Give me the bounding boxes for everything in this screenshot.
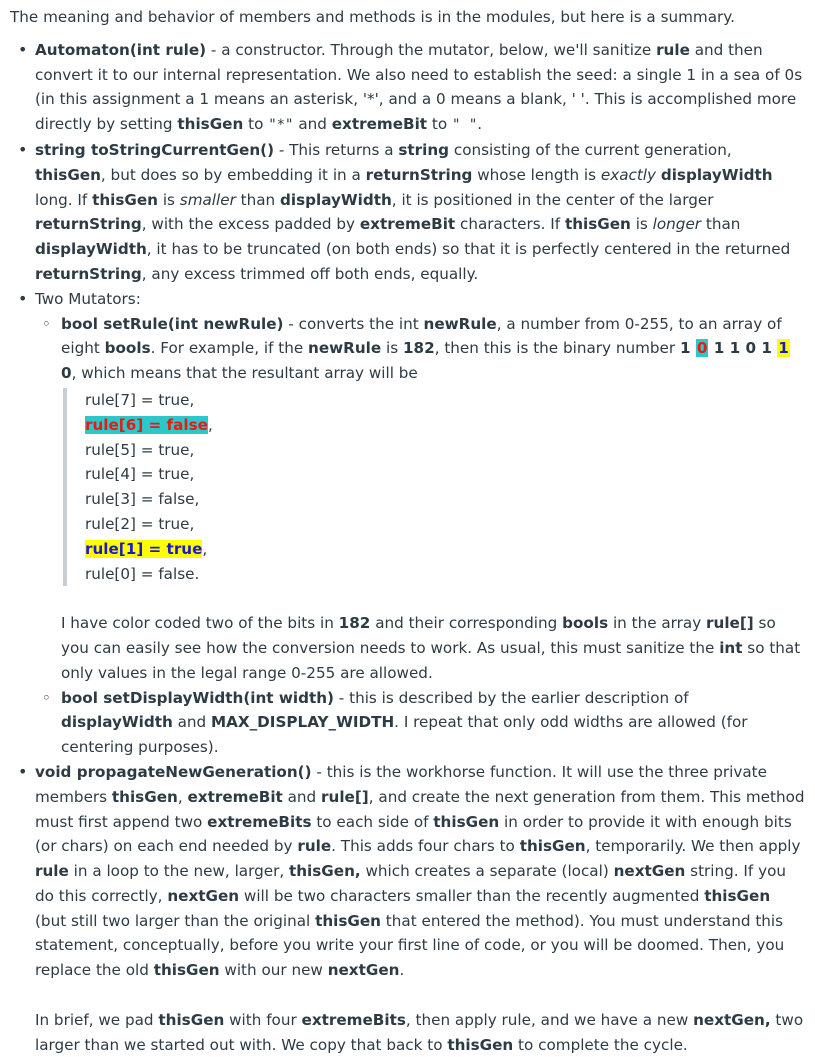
- method-signature: void propagateNewGeneration(): [35, 762, 312, 781]
- text: , which means that the resultant array will be: [71, 364, 418, 383]
- text: and: [282, 787, 322, 806]
- text: , with the excess padded by: [141, 215, 360, 234]
- text: , it has to be truncated (on both ends) so that it is perfectly centered in the returned: [146, 240, 791, 259]
- keyword: extremeBit: [359, 215, 456, 234]
- text: - this is the workhorse function. It will use the three private members: [35, 762, 767, 806]
- text: , temporarily. We then apply: [585, 837, 801, 856]
- text: I have color coded two of the bits in: [61, 614, 339, 633]
- text: with four: [224, 1010, 302, 1029]
- rule-line: rule[5] = true,: [85, 440, 195, 459]
- keyword: displayWidth: [35, 240, 147, 259]
- code-literal: "*": [268, 117, 294, 134]
- text: . This adds four chars to: [331, 837, 520, 856]
- rule-line-highlighted: [85, 413, 805, 438]
- keyword: MAX_DISPLAY_WIDTH: [211, 713, 395, 732]
- text: which creates a separate (local): [360, 862, 614, 881]
- keyword: thisGen: [704, 886, 771, 905]
- keyword: int: [719, 638, 743, 657]
- list-item-mutators: [35, 287, 805, 760]
- text: string. If you do this correctly,: [35, 862, 786, 905]
- text: In brief, we pad: [35, 1010, 159, 1029]
- list-item-tostring: [35, 138, 805, 287]
- sub-item-setrule: [61, 312, 805, 686]
- text: - a constructor. Through the mutator, below, we'll sanitize: [206, 40, 657, 59]
- intro-paragraph: The meaning and behavior of members and methods is in the modules, but here is a summary.: [10, 8, 735, 26]
- method-signature: bool setRule(int newRule): [61, 314, 284, 333]
- keyword: thisGen: [111, 787, 178, 806]
- text: is: [630, 215, 653, 234]
- text: and then convert it to our internal representation. We also need to establish the seed: a single 1 in a sea of 0s (in this assignment a 1 means an asterisk, '*', and a 0 means a blank, ' '. This is accomplished more directly by setting: [35, 40, 803, 134]
- keyword: rule: [656, 40, 690, 59]
- text: ,: [177, 787, 188, 806]
- comma: ,: [207, 415, 213, 434]
- rule-line: rule[2] = true,: [85, 514, 195, 533]
- bit: 1: [713, 339, 725, 358]
- text: and: [172, 713, 212, 732]
- keyword: displayWidth: [61, 713, 173, 732]
- text: will be two characters smaller than the recently augmented: [239, 886, 705, 905]
- spacer: [35, 983, 805, 1008]
- text: . I repeat that only odd widths are allowed (for centering purposes).: [61, 713, 748, 757]
- keyword: thisGen: [35, 165, 101, 184]
- comma: ,: [202, 539, 208, 558]
- text: .: [399, 961, 405, 980]
- emphasis: smaller: [179, 190, 236, 209]
- text: consisting of the current generation,: [449, 140, 732, 159]
- keyword: displayWidth: [660, 165, 773, 184]
- text: with our new: [219, 961, 328, 980]
- text: to: [427, 115, 452, 134]
- text: , a number from 0-255, to an array of eight: [61, 314, 782, 358]
- keyword: nextGen,: [693, 1010, 771, 1029]
- mutators-label: Two Mutators:: [35, 289, 141, 308]
- bit: 1: [729, 339, 741, 358]
- keyword: extremeBits: [207, 812, 312, 831]
- keyword: nextGen: [167, 886, 240, 905]
- bit-highlighted-yellow: 1: [778, 339, 789, 358]
- emphasis: longer: [652, 215, 702, 234]
- text: , and create the next generation from them. This method must first append two: [35, 787, 805, 831]
- text: , then this is the binary number: [434, 339, 680, 358]
- text: so that only values in the legal range 0-255 are allowed.: [61, 638, 801, 682]
- keyword: newRule: [308, 339, 382, 358]
- code-literal: " ": [451, 117, 478, 134]
- keyword: thisGen: [519, 837, 586, 856]
- rule-6-highlight: rule[6] = false: [85, 415, 208, 434]
- keyword: 182: [402, 339, 435, 358]
- keyword: rule: [35, 862, 69, 881]
- text: long. If: [35, 190, 93, 209]
- sub-item-setdisplaywidth: [61, 686, 805, 760]
- method-list: [10, 38, 805, 1057]
- keyword: returnString: [365, 165, 473, 184]
- keyword: 182: [338, 614, 371, 633]
- text: two larger than we started out with. We copy that back to: [35, 1010, 804, 1054]
- keyword: newRule: [423, 314, 497, 333]
- rule-line: rule[7] = true,: [85, 390, 195, 409]
- text: - converts the int: [283, 314, 424, 333]
- keyword: thisGen: [153, 961, 220, 980]
- keyword: extremeBit: [187, 787, 283, 806]
- keyword: nextGen: [327, 961, 400, 980]
- rule-line: rule[0] = false.: [85, 564, 200, 583]
- rule-1-highlight: rule[1] = true: [85, 539, 203, 558]
- keyword: returnString: [35, 264, 142, 283]
- text: , then apply rule, and we have a new: [405, 1010, 694, 1029]
- keyword: nextGen: [613, 862, 686, 881]
- color-code-paragraph: [61, 611, 805, 685]
- text: - this is described by the earlier description of: [333, 688, 689, 707]
- list-item-propagate: [35, 760, 805, 1057]
- keyword: thisGen: [433, 812, 500, 831]
- bit: 1: [679, 339, 691, 358]
- text: that entered the method). You must understand this statement, conceptually, before you write your first line of code, or you will be doomed. Then, you replace the old: [35, 911, 785, 980]
- text: , it is positioned in the center of the larger: [391, 190, 714, 209]
- text: to: [243, 115, 269, 134]
- keyword: displayWidth: [280, 190, 392, 209]
- keyword: bools: [104, 339, 151, 358]
- text: than: [701, 215, 741, 234]
- rule-line: rule[3] = false,: [85, 490, 200, 509]
- text: in a loop to the new, larger,: [68, 862, 289, 881]
- keyword: extremeBit: [331, 115, 428, 134]
- text: (but still two larger than the original: [35, 911, 316, 930]
- keyword: rule: [297, 837, 332, 856]
- text: and: [293, 115, 332, 134]
- keyword: thisGen: [564, 215, 631, 234]
- keyword: rule[]: [321, 787, 369, 806]
- keyword: extremeBits: [301, 1010, 406, 1029]
- keyword: returnString: [35, 215, 142, 234]
- rule-line-highlighted: [85, 537, 805, 562]
- rule-array-quote: [63, 388, 805, 586]
- keyword: thisGen: [158, 1010, 225, 1029]
- text: to complete the cycle.: [513, 1035, 688, 1054]
- keyword: thisGen: [177, 115, 244, 134]
- bit-highlighted-cyan: 0: [696, 339, 708, 358]
- text: so you can easily see how the conversion needs to work. As usual, this must sanitize the: [61, 614, 776, 657]
- text: . For example, if the: [150, 339, 309, 358]
- method-signature: string toStringCurrentGen(): [35, 140, 275, 159]
- text: is: [158, 190, 180, 209]
- text: in the array: [608, 614, 707, 633]
- text: , but does so by embedding it in a: [100, 165, 366, 184]
- text: is: [381, 339, 403, 358]
- keyword: rule[]: [706, 614, 754, 633]
- text: and their corresponding: [370, 614, 563, 633]
- text: than: [235, 190, 281, 209]
- text: , any excess trimmed off both ends, equally.: [141, 264, 479, 283]
- keyword: thisGen,: [288, 862, 361, 881]
- bit: 1: [761, 339, 772, 358]
- text: whose length is: [472, 165, 601, 184]
- method-signature: bool setDisplayWidth(int width): [61, 688, 334, 707]
- bit: 0: [61, 364, 72, 383]
- list-item-constructor: [35, 38, 805, 138]
- keyword: bools: [562, 614, 609, 633]
- text: characters. If: [455, 215, 565, 234]
- text: to each side of: [311, 812, 434, 831]
- mutator-list: [35, 312, 805, 760]
- text: in order to provide it with enough bits (or chars) on each end needed by: [35, 812, 792, 856]
- bit: 0: [745, 339, 757, 358]
- summary-paragraph: [35, 1008, 805, 1057]
- keyword: thisGen: [92, 190, 158, 209]
- keyword: thisGen: [315, 911, 381, 930]
- text: - This returns a: [274, 140, 399, 159]
- rule-line: rule[4] = true,: [85, 465, 195, 484]
- constructor-signature: Automaton(int rule): [35, 40, 207, 59]
- text: .: [477, 115, 483, 134]
- keyword: thisGen: [447, 1035, 514, 1054]
- spacer: [61, 586, 805, 611]
- emphasis: exactly: [600, 165, 657, 184]
- keyword: string: [398, 140, 450, 159]
